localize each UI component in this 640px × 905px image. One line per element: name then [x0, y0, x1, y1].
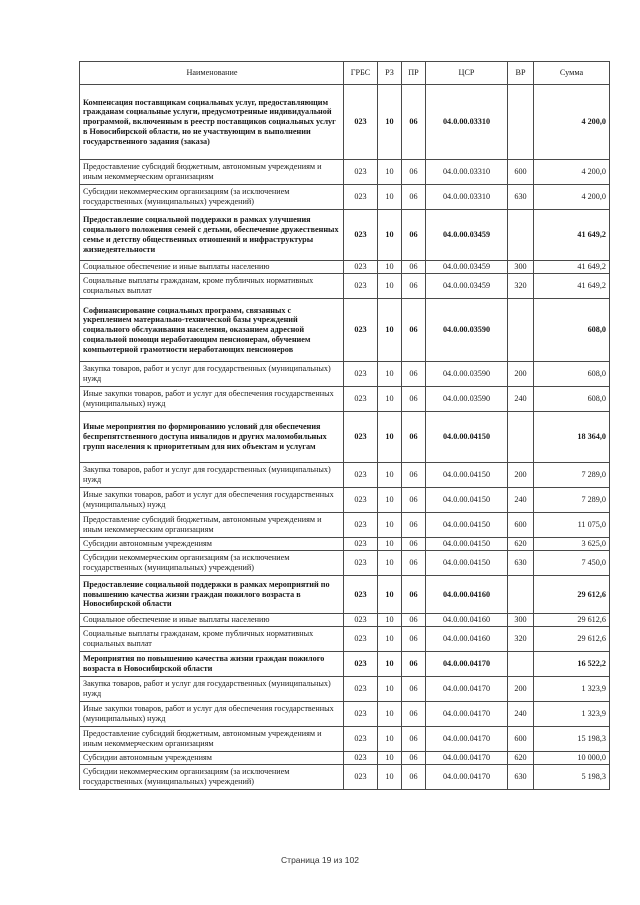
table-row — [80, 538, 610, 551]
cell-rz: 10 — [378, 551, 402, 576]
cell-sum: 7 289,0 — [534, 488, 610, 513]
cell-grbs: 023 — [344, 614, 378, 627]
cell-pr: 06 — [402, 614, 426, 627]
table-row — [80, 652, 610, 677]
cell-csr: 04.0.00.03459 — [426, 274, 508, 299]
cell-vr — [508, 576, 534, 614]
cell-csr: 04.0.00.04170 — [426, 752, 508, 765]
cell-sum: 29 612,6 — [534, 576, 610, 614]
cell-name: Предоставление субсидий бюджетным, автономным учреждениям и иным некоммерческим организациям — [80, 513, 344, 538]
cell-vr: 200 — [508, 463, 534, 488]
cell-rz: 10 — [378, 652, 402, 677]
table-row — [80, 387, 610, 412]
cell-name: Мероприятия по повышению качества жизни граждан пожилого возраста в Новосибирской области — [80, 652, 344, 677]
cell-rz: 10 — [378, 752, 402, 765]
cell-grbs: 023 — [344, 299, 378, 362]
cell-grbs: 023 — [344, 261, 378, 274]
cell-vr — [508, 412, 534, 463]
cell-rz: 10 — [378, 614, 402, 627]
cell-sum: 16 522,2 — [534, 652, 610, 677]
table-row — [80, 185, 610, 210]
cell-name: Софинансирование социальных программ, связанных с укреплением материально-технической базы учреждений социального обслуживания населения, оказанием адресной социальной помощи неработающим пенсионерам, обучением компьютерной грамотности неработающих пенсионеров — [80, 299, 344, 362]
cell-vr: 200 — [508, 362, 534, 387]
cell-pr: 06 — [402, 702, 426, 727]
cell-grbs: 023 — [344, 702, 378, 727]
cell-vr — [508, 299, 534, 362]
cell-name: Социальные выплаты гражданам, кроме публичных нормативных социальных выплат — [80, 627, 344, 652]
cell-csr: 04.0.00.04150 — [426, 538, 508, 551]
cell-name: Иные закупки товаров, работ и услуг для обеспечения государственных (муниципальных) нужд — [80, 387, 344, 412]
header-csr: ЦСР — [426, 62, 508, 85]
cell-rz: 10 — [378, 362, 402, 387]
cell-name: Предоставление социальной поддержки в рамках улучшения социального положения семей с детьми, обеспечение дружественных семье и детству общественных отношений и инфраструктуры жизнедеятельности — [80, 210, 344, 261]
header-name: Наименование — [80, 62, 344, 85]
table-row — [80, 299, 610, 362]
cell-name: Компенсация поставщикам социальных услуг, предоставляющим гражданам социальные услуги, предусмотренные индивидуальной программой, включенным в реестр поставщиков социальных услуг в Новосибирской области, но не участвующим в выполнении государственного задания (заказа) — [80, 85, 344, 160]
cell-vr: 630 — [508, 185, 534, 210]
cell-pr: 06 — [402, 576, 426, 614]
cell-sum: 10 000,0 — [534, 752, 610, 765]
cell-vr — [508, 652, 534, 677]
cell-vr: 240 — [508, 387, 534, 412]
header-vr: ВР — [508, 62, 534, 85]
cell-rz: 10 — [378, 576, 402, 614]
cell-grbs: 023 — [344, 551, 378, 576]
table-row — [80, 412, 610, 463]
cell-vr: 630 — [508, 765, 534, 790]
cell-csr: 04.0.00.04170 — [426, 677, 508, 702]
cell-sum: 29 612,6 — [534, 614, 610, 627]
cell-sum: 41 649,2 — [534, 210, 610, 261]
cell-name: Иные мероприятия по формированию условий для обеспечения беспрепятственного доступа инвалидов и других маломобильных групп населения к приоритетным для них объектам и услугам — [80, 412, 344, 463]
cell-vr — [508, 210, 534, 261]
table-header-row — [80, 62, 610, 85]
cell-name: Субсидии автономным учреждениям — [80, 538, 344, 551]
cell-sum: 1 323,9 — [534, 677, 610, 702]
cell-name: Субсидии некоммерческим организациям (за исключением государственных (муниципальных) учреждений) — [80, 185, 344, 210]
cell-sum: 7 450,0 — [534, 551, 610, 576]
cell-grbs: 023 — [344, 362, 378, 387]
cell-vr: 300 — [508, 614, 534, 627]
cell-rz: 10 — [378, 299, 402, 362]
cell-sum: 4 200,0 — [534, 185, 610, 210]
cell-grbs: 023 — [344, 210, 378, 261]
cell-sum: 7 289,0 — [534, 463, 610, 488]
cell-name: Субсидии некоммерческим организациям (за исключением государственных (муниципальных) учреждений) — [80, 551, 344, 576]
cell-name: Иные закупки товаров, работ и услуг для обеспечения государственных (муниципальных) нужд — [80, 702, 344, 727]
table-row — [80, 702, 610, 727]
cell-csr: 04.0.00.04150 — [426, 463, 508, 488]
cell-pr: 06 — [402, 274, 426, 299]
table-row — [80, 210, 610, 261]
cell-rz: 10 — [378, 538, 402, 551]
cell-vr: 600 — [508, 160, 534, 185]
header-rz: РЗ — [378, 62, 402, 85]
cell-vr: 240 — [508, 702, 534, 727]
cell-pr: 06 — [402, 652, 426, 677]
cell-rz: 10 — [378, 463, 402, 488]
cell-csr: 04.0.00.04170 — [426, 702, 508, 727]
cell-rz: 10 — [378, 210, 402, 261]
budget-table — [79, 61, 610, 790]
cell-name: Субсидии некоммерческим организациям (за исключением государственных (муниципальных) учреждений) — [80, 765, 344, 790]
cell-name: Субсидии автономным учреждениям — [80, 752, 344, 765]
table-row — [80, 765, 610, 790]
cell-rz: 10 — [378, 274, 402, 299]
cell-vr: 200 — [508, 677, 534, 702]
cell-pr: 06 — [402, 210, 426, 261]
cell-csr: 04.0.00.03590 — [426, 387, 508, 412]
cell-sum: 608,0 — [534, 387, 610, 412]
table-row — [80, 513, 610, 538]
page-footer: Страница 19 из 102 — [281, 855, 359, 865]
cell-sum: 3 625,0 — [534, 538, 610, 551]
cell-rz: 10 — [378, 513, 402, 538]
cell-pr: 06 — [402, 299, 426, 362]
cell-sum: 41 649,2 — [534, 261, 610, 274]
cell-csr: 04.0.00.04160 — [426, 576, 508, 614]
cell-pr: 06 — [402, 412, 426, 463]
cell-csr: 04.0.00.04170 — [426, 765, 508, 790]
cell-pr: 06 — [402, 160, 426, 185]
cell-rz: 10 — [378, 261, 402, 274]
cell-vr: 600 — [508, 513, 534, 538]
cell-sum: 41 649,2 — [534, 274, 610, 299]
table-row — [80, 576, 610, 614]
cell-grbs: 023 — [344, 412, 378, 463]
cell-csr: 04.0.00.04150 — [426, 488, 508, 513]
table-row — [80, 627, 610, 652]
table-row — [80, 261, 610, 274]
cell-vr: 320 — [508, 274, 534, 299]
cell-vr: 620 — [508, 752, 534, 765]
cell-grbs: 023 — [344, 727, 378, 752]
cell-pr: 06 — [402, 765, 426, 790]
cell-name: Социальное обеспечение и иные выплаты населению — [80, 614, 344, 627]
table-row — [80, 85, 610, 160]
cell-name: Закупка товаров, работ и услуг для государственных (муниципальных) нужд — [80, 463, 344, 488]
table-row — [80, 614, 610, 627]
cell-sum: 608,0 — [534, 299, 610, 362]
cell-rz: 10 — [378, 627, 402, 652]
cell-pr: 06 — [402, 538, 426, 551]
cell-pr: 06 — [402, 627, 426, 652]
cell-vr: 620 — [508, 538, 534, 551]
cell-pr: 06 — [402, 513, 426, 538]
cell-sum: 15 198,3 — [534, 727, 610, 752]
cell-csr: 04.0.00.03310 — [426, 85, 508, 160]
cell-sum: 11 075,0 — [534, 513, 610, 538]
cell-csr: 04.0.00.04150 — [426, 551, 508, 576]
cell-vr — [508, 85, 534, 160]
header-pr: ПР — [402, 62, 426, 85]
cell-grbs: 023 — [344, 463, 378, 488]
cell-csr: 04.0.00.04150 — [426, 513, 508, 538]
cell-name: Социальные выплаты гражданам, кроме публичных нормативных социальных выплат — [80, 274, 344, 299]
cell-grbs: 023 — [344, 677, 378, 702]
cell-sum: 29 612,6 — [534, 627, 610, 652]
cell-rz: 10 — [378, 85, 402, 160]
cell-sum: 4 200,0 — [534, 160, 610, 185]
cell-grbs: 023 — [344, 627, 378, 652]
cell-name: Предоставление социальной поддержки в рамках мероприятий по повышению качества жизни граждан пожилого возраста в Новосибирской области — [80, 576, 344, 614]
cell-grbs: 023 — [344, 752, 378, 765]
cell-rz: 10 — [378, 185, 402, 210]
cell-grbs: 023 — [344, 85, 378, 160]
cell-pr: 06 — [402, 551, 426, 576]
cell-rz: 10 — [378, 765, 402, 790]
cell-pr: 06 — [402, 488, 426, 513]
cell-csr: 04.0.00.04170 — [426, 727, 508, 752]
table-row — [80, 727, 610, 752]
cell-csr: 04.0.00.03459 — [426, 210, 508, 261]
cell-csr: 04.0.00.04160 — [426, 614, 508, 627]
cell-csr: 04.0.00.03310 — [426, 160, 508, 185]
table-row — [80, 752, 610, 765]
table-row — [80, 463, 610, 488]
cell-rz: 10 — [378, 727, 402, 752]
cell-grbs: 023 — [344, 765, 378, 790]
cell-grbs: 023 — [344, 488, 378, 513]
table-row — [80, 160, 610, 185]
cell-sum: 5 198,3 — [534, 765, 610, 790]
table-row — [80, 551, 610, 576]
cell-pr: 06 — [402, 752, 426, 765]
cell-pr: 06 — [402, 387, 426, 412]
cell-grbs: 023 — [344, 387, 378, 412]
cell-grbs: 023 — [344, 576, 378, 614]
cell-name: Предоставление субсидий бюджетным, автономным учреждениям и иным некоммерческим организациям — [80, 160, 344, 185]
table-row — [80, 362, 610, 387]
cell-name: Социальное обеспечение и иные выплаты населению — [80, 261, 344, 274]
cell-vr: 240 — [508, 488, 534, 513]
header-sum: Сумма — [534, 62, 610, 85]
cell-vr: 630 — [508, 551, 534, 576]
cell-grbs: 023 — [344, 160, 378, 185]
cell-csr: 04.0.00.03590 — [426, 362, 508, 387]
cell-name: Закупка товаров, работ и услуг для государственных (муниципальных) нужд — [80, 677, 344, 702]
cell-pr: 06 — [402, 463, 426, 488]
cell-grbs: 023 — [344, 274, 378, 299]
header-grbs: ГРБС — [344, 62, 378, 85]
cell-pr: 06 — [402, 362, 426, 387]
cell-csr: 04.0.00.03590 — [426, 299, 508, 362]
cell-sum: 18 364,0 — [534, 412, 610, 463]
cell-vr: 300 — [508, 261, 534, 274]
cell-csr: 04.0.00.03310 — [426, 185, 508, 210]
cell-rz: 10 — [378, 412, 402, 463]
cell-grbs: 023 — [344, 513, 378, 538]
budget-table-container — [79, 61, 609, 790]
cell-csr: 04.0.00.04170 — [426, 652, 508, 677]
cell-vr: 320 — [508, 627, 534, 652]
cell-pr: 06 — [402, 677, 426, 702]
cell-sum: 1 323,9 — [534, 702, 610, 727]
cell-sum: 608,0 — [534, 362, 610, 387]
cell-grbs: 023 — [344, 185, 378, 210]
cell-rz: 10 — [378, 677, 402, 702]
cell-csr: 04.0.00.04160 — [426, 627, 508, 652]
cell-pr: 06 — [402, 261, 426, 274]
cell-csr: 04.0.00.04150 — [426, 412, 508, 463]
cell-csr: 04.0.00.03459 — [426, 261, 508, 274]
cell-rz: 10 — [378, 387, 402, 412]
cell-rz: 10 — [378, 160, 402, 185]
cell-grbs: 023 — [344, 538, 378, 551]
table-row — [80, 274, 610, 299]
table-row — [80, 677, 610, 702]
cell-sum: 4 200,0 — [534, 85, 610, 160]
cell-pr: 06 — [402, 185, 426, 210]
cell-grbs: 023 — [344, 652, 378, 677]
cell-name: Иные закупки товаров, работ и услуг для обеспечения государственных (муниципальных) нужд — [80, 488, 344, 513]
cell-rz: 10 — [378, 488, 402, 513]
table-row — [80, 488, 610, 513]
cell-name: Предоставление субсидий бюджетным, автономным учреждениям и иным некоммерческим организациям — [80, 727, 344, 752]
cell-name: Закупка товаров, работ и услуг для государственных (муниципальных) нужд — [80, 362, 344, 387]
cell-vr: 600 — [508, 727, 534, 752]
cell-pr: 06 — [402, 727, 426, 752]
cell-pr: 06 — [402, 85, 426, 160]
cell-rz: 10 — [378, 702, 402, 727]
